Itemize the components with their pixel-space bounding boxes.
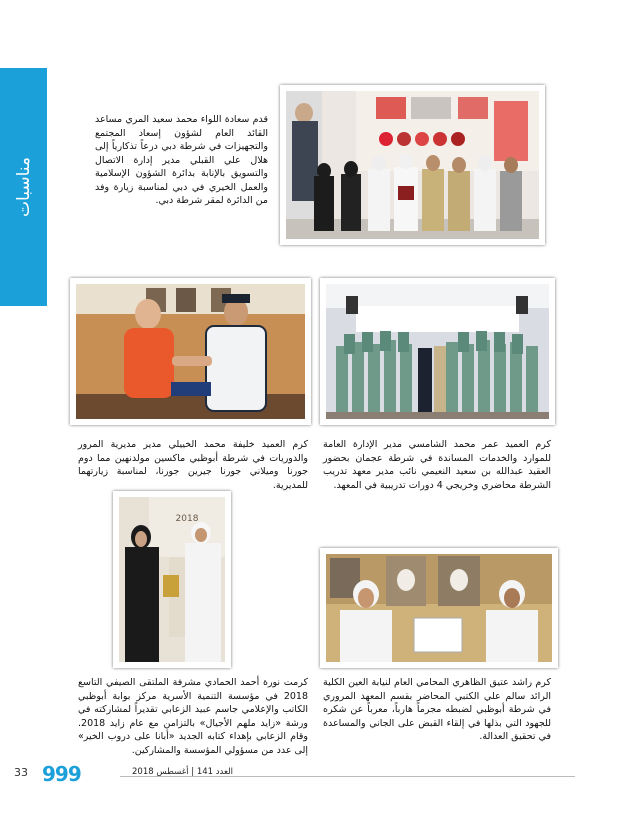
photo-handshake-traffic [70, 278, 311, 425]
photo-summer-forum [113, 491, 231, 668]
issue-info: العدد 141 | أغسطس 2018 [132, 767, 234, 777]
ceremony-scene [286, 91, 539, 239]
page-number: 33 [14, 766, 28, 779]
prosecution-scene [326, 554, 552, 662]
section-label: مناسبات [13, 157, 34, 217]
handshake-scene [76, 284, 305, 419]
caption-3: كرم العميد عمر محمد الشامسي مدير الإدارة العامة للموارد والخدمات المساندة في شرطة عجمان بحضور العقيد عبدالله بن سعيد النعيمي نائب مدير معهد تدريب الشرطة محاضري وخريجي 4 دورات تدريبية في المعهد. [323, 439, 551, 491]
photo-group-ajman-police [320, 278, 555, 425]
photo-al-ain-prosecution [320, 548, 558, 668]
group-scene [326, 284, 549, 419]
magazine-logo: 999 [42, 762, 81, 786]
caption-2: كرم العميد خليفة محمد الخييلي مدير مديرية المرور والدوريات في شرطة أبوظبي ماكسين مولدنهين مما دوم جورنا وميلاني جورنا جيرين جورنا، لمناسبة زيارتهما للمديرية. [78, 439, 308, 491]
section-tab [0, 68, 47, 306]
summer-forum-scene [119, 497, 225, 662]
caption-4: كرمت نورة أحمد الحمادي مشرفة الملتقى الصيفي التاسع 2018 في مؤسسة التنمية الأسرية مركز بوابة أبوظبي الكاتب والإعلامي جاسم عبيد الزعابي تقديراً لمشاركته في ورشة «زايد ملهم الأجيال» بالتزامن مع عام زايد 2018. وقام الزعابي بإهداء كتابه الجديد «أبانا على دروب الخير» إلى عدد من مسؤولي المؤسسة والمشاركين. [78, 677, 308, 756]
caption-5: كرم راشد عتيق الظاهري المحامي العام لنيابة العين الكلية الرائد سالم علي الكتبي المحاضر بقسم المعهد المروري في شرطة أبوظبي لضبطه مجرماً هارباً، معرباً عن شكره للجهود التي بذلها في إلقاء القبض على الجاني والمساعدة في تحقيق العدالة. [323, 677, 551, 742]
photo-award-ceremony-dubai [280, 85, 545, 245]
caption-1: قدم سعادة اللواء محمد سعيد المري مساعد القائد العام لشؤون إسعاد المجتمع والتجهيزات في شرطة دبي درعاً تذكارياً إلى هلال علي القبلي مدير إدارة الاتصال والتسويق بالإنابة بدائرة الشؤون الإسلامية والعمل الخيري في دبي لمناسبة زيارة وفد من الدائرة لمقر شرطة دبي. [95, 114, 268, 206]
svg-text:2018: 2018 [175, 514, 199, 524]
